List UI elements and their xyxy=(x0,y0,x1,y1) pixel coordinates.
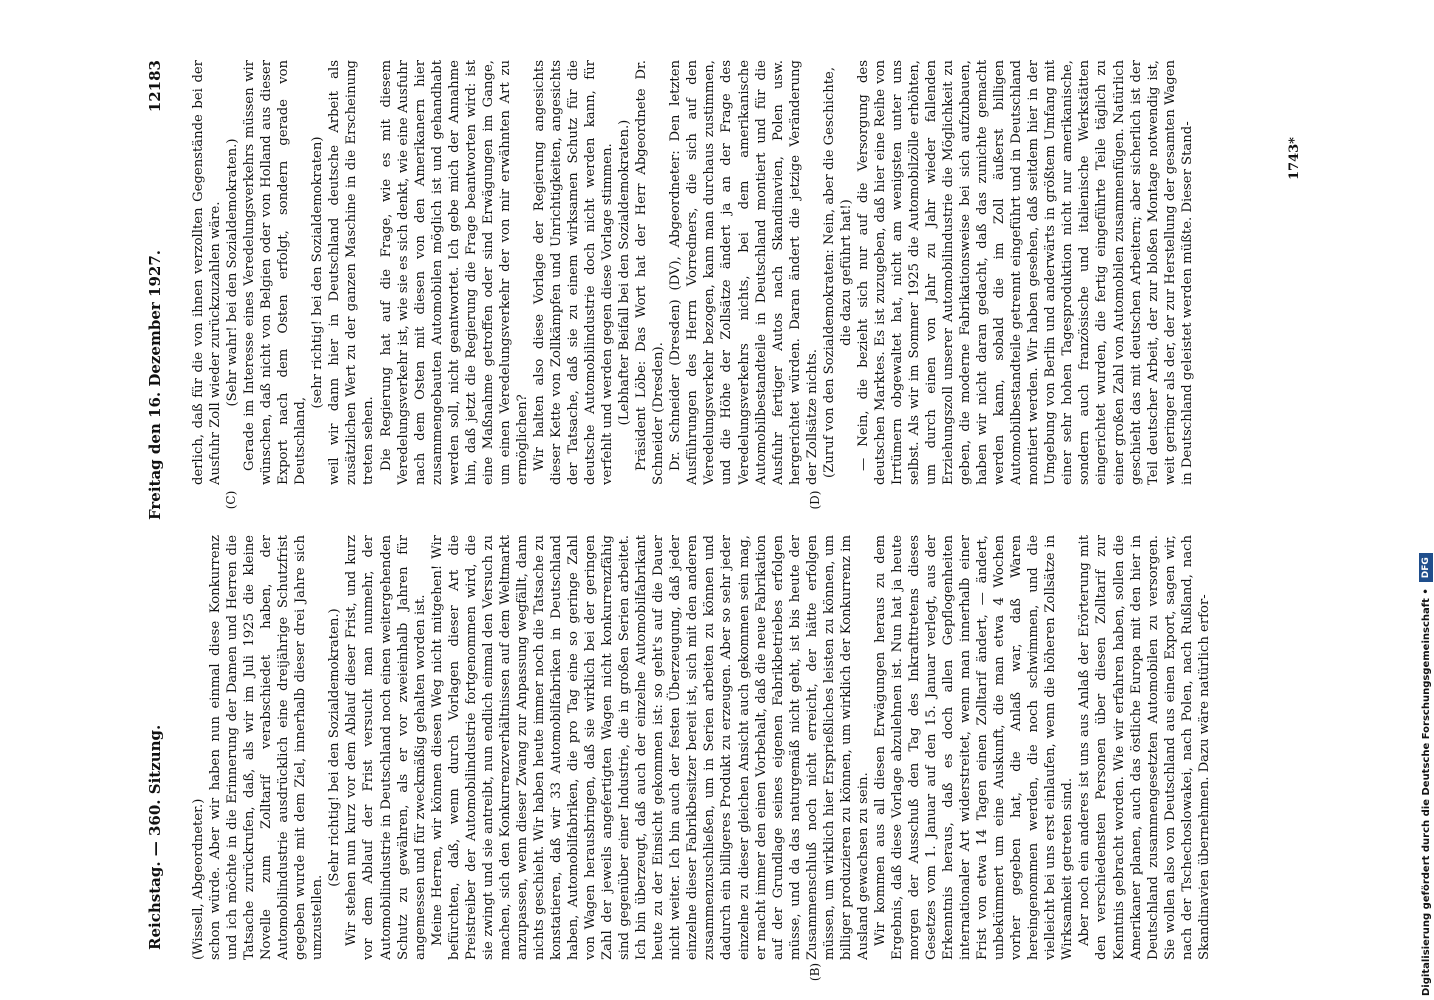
paragraph: Wir halten also diese Vorlage der Regierung angesichts dieser Kette von Zollkämpfen und Unrichtigkeiten, angesichts der Tatsache, daß sie zu einem wirksamen Schutz für die deutsche Automobilindustrie doch nicht werden kann, für verfehlt und werden gegen diese Vorlage stimmen. xyxy=(531,60,616,485)
paragraph: Präsident Löbe: Das Wort hat der Herr Abgeordnete Dr. Schneider (Dresden). xyxy=(634,60,667,485)
paragraph: Wir stehen nun kurz vor dem Ablauf dieser Frist, und kurz vor dem Ablauf der Frist versucht man nunmehr, der Automobilindustrie in Deutschland noch einen weitergehenden Schutz zu gewähren, als er vor zweieinhalb Jahren für angemessen und für zweckmäßig gehalten worden ist. xyxy=(344,535,428,960)
paragraph: derlich, daß für die von ihnen verzollten Gegenstände bei der Ausfuhr Zoll wieder zurückzuzahlen wäre. xyxy=(191,60,224,485)
paragraph: Meine Herren, wir können diesen Weg nicht mitgehen! Wir befürchten, daß, wenn durch Vorlagen dieser Art die Preistreiber der Automobilindustrie fortgenommen wird, die sie zwingt und sie antreibt, nun endlich einmal den Versuch zu machen, sich den Konkurrenzverhältnissen auf dem Weltmarkt anzupassen, wenn dieser Zwang zur Anpassung wegfällt, dann nichts geschieht. Wir haben heute immer noch die Tatsache zu konstatieren, daß wir 33 Automobilfabriken in Deutschland haben, Automobilfabriken, die pro Tag eine so geringe Zahl von Wagen herausbringen, daß sie wirklich bei der geringen Zahl der jeweils angefertigten Wagen nicht konkurrenzfähig sind gegenüber einer Industrie, die in großen Serien arbeitet. Ich bin überzeugt, daß auch der einzelne Automobilfabrikant heute zu der Einsicht gekommen ist: so geht's auf die Dauer nicht weiter. Ich bin auch der festen Überzeugung, daß jeder einzelne dieser Fabrikbesitzer bereit ist, sich mit den anderen zusammenzuschließen, um in Serien arbeiten zu können und dadurch ein billigeres Produkt zu erzeugen. Aber so sehr jeder einzelne zu dieser gleichen Ansicht auch gekommen sein mag, er macht immer den einen Vorbehalt, daß die neue Fabrikation auf der Grundlage seines eigenen Fabrikbetriebes erfolgen müsse, und da das naturgemäß nicht geht, ist bis heute der Zusammenschluß noch nicht erreicht, der hätte erfolgen müssen, um wirklich hier Ersprießliches leisten zu können, um billiger produzieren zu können, um wirklich der Konkurrenz im Ausland gewachsen zu sein. xyxy=(429,535,871,960)
paragraph: — Nein, die bezieht sich nur auf die Versorgung des deutschen Marktes. Es ist zuzugeben, daß hier eine Reihe von Irrtümern obgewaltet hat, nicht am wenigsten unter uns selbst. Als wir im Sommer 1925 die Automobilzölle erhöhten, um durch einen von Jahr zu Jahr wieder fallenden Erziehungszoll unserer Automobilindustrie die Möglichkeit zu geben, die moderne Fabrikationsweise bei sich aufzubauen, haben wir nicht daran gedacht, daß das zunichte gemacht werden kann, sobald die im Zoll äußerst billigen Automobilbestandteile getrennt eingeführt und in Deutschland montiert werden. Wir haben gesehen, daß seitdem hier in der Umgebung von Berlin und anderwärts in größtem Umfang mit einer sehr hohen Tagesproduktion nicht nur amerikanische, sondern auch französische und italienische Werkstätten eingerichtet wurden, die fertig eingeführte Teile täglich zu einer großen Zahl von Automobilen zusammenfügen. Natürlich geschieht das mit deutschen Arbeitern; aber sicherlich ist der Teil deutscher Arbeit, der zur bloßen Montage notwendig ist, weit geringer als der, der zur Herstellung der gesamten Wagen in Deutschland geleistet werden müßte. Dieser Stand- xyxy=(855,60,1195,485)
margin-marker-d: (D) xyxy=(808,490,822,510)
dfg-logo-badge: DFG xyxy=(1419,553,1433,582)
interjection: (Sehr wahr! bei den Sozialdemokraten.) xyxy=(225,138,241,407)
paragraph: Wir kommen aus all diesen Erwägungen heraus zu dem Ergebnis, daß diese Vorlage abzulehnen ist. Nun hat ja heute morgen der Ausschuß den Tag des Inkrafttretens dieses Gesetzes vom 1. Januar auf den 15. Januar verlegt, aus der Erkenntnis heraus, daß es doch allen Gepflogenheiten internationaler Art widerstreitet, wenn man innerhalb einer Frist von etwa 14 Tagen einen Zolltarif ändert, — ändert, unbekümmert um eine Auskunft, die man etwa 4 Wochen vorher gegeben hat, die Anlaß war, daß Waren hereingenommen werden, die noch schwimmen, und die vielleicht bei uns erst einlaufen, wenn die höheren Zollsätze in Wirksamkeit getreten sind. xyxy=(872,535,1076,960)
interjection: (sehr richtig! bei den Sozialdemokraten) xyxy=(310,136,326,409)
paragraph: schon würde. Aber wir haben nun einmal diese Konkurrenz und ich möchte in die Erinnerung der Damen und Herren die Tatsache zurückrufen, daß, als wir im Juli 1925 die kleine Novelle zum Zolltarif verabschiedet haben, der Automobilindustrie ausdrücklich eine dreijährige Schutzfrist gegeben wurde mit dem Ziel, innerhalb dieser drei Jahre sich umzustellen. xyxy=(208,535,326,960)
footer-signature-mark: 1743* xyxy=(1287,137,1302,180)
interjection: (Sehr richtig! bei den Sozialdemokraten.) xyxy=(327,608,343,887)
paragraph: (Wissell, Abgeordneter.) xyxy=(191,798,206,960)
header-page-number: 12183 xyxy=(146,60,164,113)
interjection: (Lebhafter Beifall bei den Sozialdemokraten.) xyxy=(617,119,633,426)
paragraph: Die Regierung hat auf die Frage, wie es mit diesem Veredelungsverkehr ist, wie sie es sich denkt, wie eine Ausfuhr nach dem Osten mit diesen von den Amerikanern hier zusammengebauten Automobilen möglich ist und gehandhabt werden soll, nicht geantwortet. Ich gebe mich der Annahme hin, daß jetzt die Regierung die Frage beantworten wird: ist eine Maßnahme getroffen oder sind Erwägungen im Gange, um einen Veredelungsverkehr der von mir erwähnten Art zu ermöglichen? xyxy=(378,60,530,485)
margin-marker-c: (C) xyxy=(224,490,238,510)
page-header xyxy=(146,60,172,960)
text-column-left xyxy=(190,535,1280,960)
paragraph: Aber noch ein anderes ist uns aus Anlaß der Erörterung mit den verschiedensten Personen über diesen Zolltarif zur Kenntnis gebracht worden. Wie wir erfahren haben, sollen die Amerikaner planen, auch das östliche Europa mit den hier in Deutschland zusammengesetzten Automobilen zu versorgen. Sie wollen also von Deutschland aus einen Export, sagen wir, nach der Tschechoslowakei, nach Polen, nach Rußland, nach Skandinavien übernehmen. Dazu wäre natürlich erfor- xyxy=(1077,535,1212,960)
header-date: Freitag den 16. Dezember 1927. xyxy=(146,250,164,520)
rotated-document-page xyxy=(128,60,1302,982)
margin-marker-b: (B) xyxy=(808,962,822,982)
paragraph: Gerade im Interesse eines Veredelungsverkehrs müssen wir wünschen, daß nicht von Belgien oder von Holland aus dieser Export nach dem Osten erfolgt, sondern gerade von Deutschland, xyxy=(242,60,309,485)
header-session: Reichstag. — 360. Sitzung. xyxy=(146,724,164,950)
credit-text: Digitalisierung gefördert durch die Deutsche Forschungsgemeinschaft • xyxy=(1420,588,1432,996)
paragraph: Dr. Schneider (Dresden) (DV), Abgeordneter: Den letzten Ausführungen des Herrn Vorredners, die sich auf den Veredelungsverkehr bezogen, kann man durchaus zustimmen, und die Höhe der Zollsätze ändert ja an der Frage des Veredelungsverkehrs nichts, bei dem amerikanische Automobilbestandteile in Deutschland montiert und für die Ausfuhr fertiger Autos nach Skandinavien, Polen usw. hergerichtet würden. Daran ändert die jetzige Veränderung der Zollsätze nichts. xyxy=(668,60,820,485)
paragraph: weil wir dann hier in Deutschland deutsche Arbeit als zusätzlichen Wert zu der ganzen Maschine in die Erscheinung treten sehen. xyxy=(327,60,377,485)
digitization-credit xyxy=(1418,4,1434,996)
text-column-right xyxy=(190,60,1280,485)
interjection: (Zuruf von den Sozialdemokraten: Nein, aber die Geschichte, die dazu geführt hat!) xyxy=(821,66,854,479)
digitization-credit-strip xyxy=(1418,4,1434,996)
